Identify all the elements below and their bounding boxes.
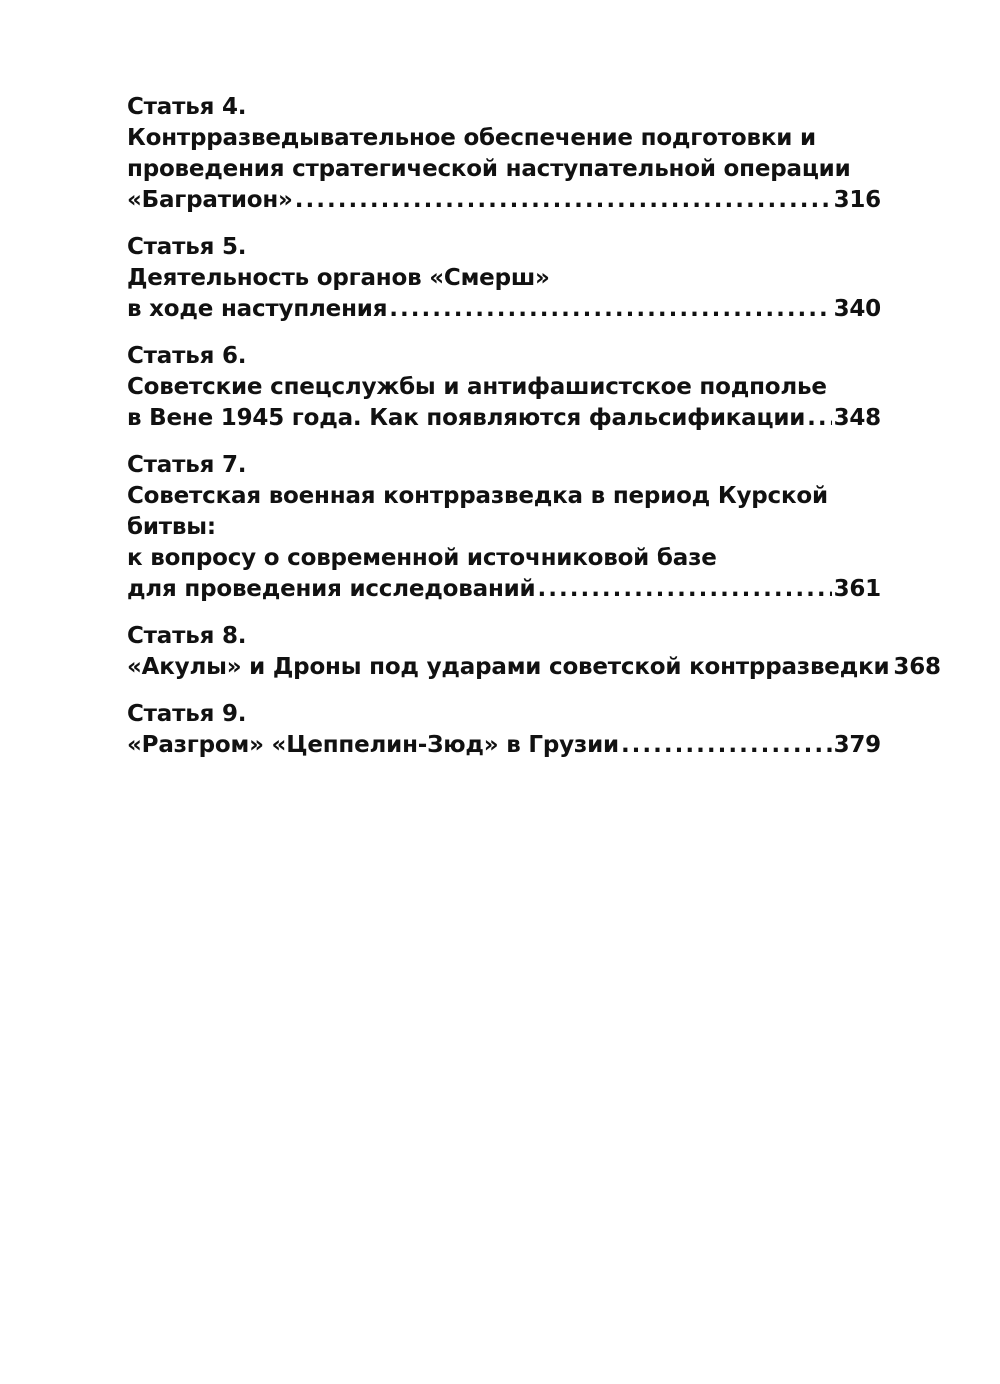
dot-leader: [295, 185, 832, 216]
toc-entry-title-line: для проведения исследований: [127, 576, 536, 602]
dot-leader: [807, 403, 831, 434]
toc-entry-last-line: [127, 294, 881, 325]
toc-entry-article-7: [127, 450, 881, 605]
toc-entry-title-line: Деятельность органов «Смерш»: [127, 265, 550, 291]
toc-entry-last-line: [127, 185, 881, 216]
toc-entry-title-line: «Разгром» «Цеппелин-Зюд» в Грузии: [127, 732, 619, 758]
dot-leader: [621, 730, 832, 761]
toc-entry-article-6: [127, 341, 881, 434]
table-of-contents: [127, 92, 941, 777]
toc-page-number: 368: [893, 654, 941, 680]
toc-entry-label: Статья 6.: [127, 343, 247, 369]
toc-entry-label: Статья 8.: [127, 623, 247, 649]
toc-entry-title-line: к вопросу о современной источниковой базе: [127, 545, 717, 571]
toc-entry-title-line: Советская военная контрразведка в период Курской битвы:: [127, 483, 828, 540]
toc-entry-article-4: [127, 92, 881, 216]
toc-page-number: 340: [833, 296, 881, 322]
toc-entry-title-line: Советские спецслужбы и антифашистское подполье: [127, 374, 827, 400]
toc-entry-article-8: [127, 621, 941, 683]
toc-entry-label: Статья 7.: [127, 452, 247, 478]
toc-entry-title-line: в ходе наступления: [127, 296, 388, 322]
toc-entry-label: Статья 9.: [127, 701, 247, 727]
toc-entry-title-line: Контрразведывательное обеспечение подготовки и: [127, 125, 816, 151]
toc-entry-label: Статья 5.: [127, 234, 247, 260]
toc-entry-article-9: [127, 699, 881, 761]
toc-entry-title-line: «Акулы» и Дроны под ударами советской контрразведки: [127, 654, 890, 680]
dot-leader: [389, 294, 831, 325]
toc-entry-title-line: «Багратион»: [127, 187, 293, 213]
toc-entry-title-line: в Вене 1945 года. Как появляются фальсификации: [127, 405, 806, 431]
dot-leader: [537, 574, 831, 605]
toc-entry-last-line: [127, 730, 881, 761]
toc-page-number: 361: [833, 576, 881, 602]
toc-entry-last-line: [127, 652, 941, 683]
toc-entry-title-line: проведения стратегической наступательной операции: [127, 156, 851, 182]
toc-entry-last-line: [127, 403, 881, 434]
toc-entry-label: Статья 4.: [127, 94, 247, 120]
toc-entry-last-line: [127, 574, 881, 605]
toc-page-number: 348: [833, 405, 881, 431]
toc-page-number: 316: [833, 187, 881, 213]
toc-page-number: 379: [833, 732, 881, 758]
toc-entry-article-5: [127, 232, 881, 325]
